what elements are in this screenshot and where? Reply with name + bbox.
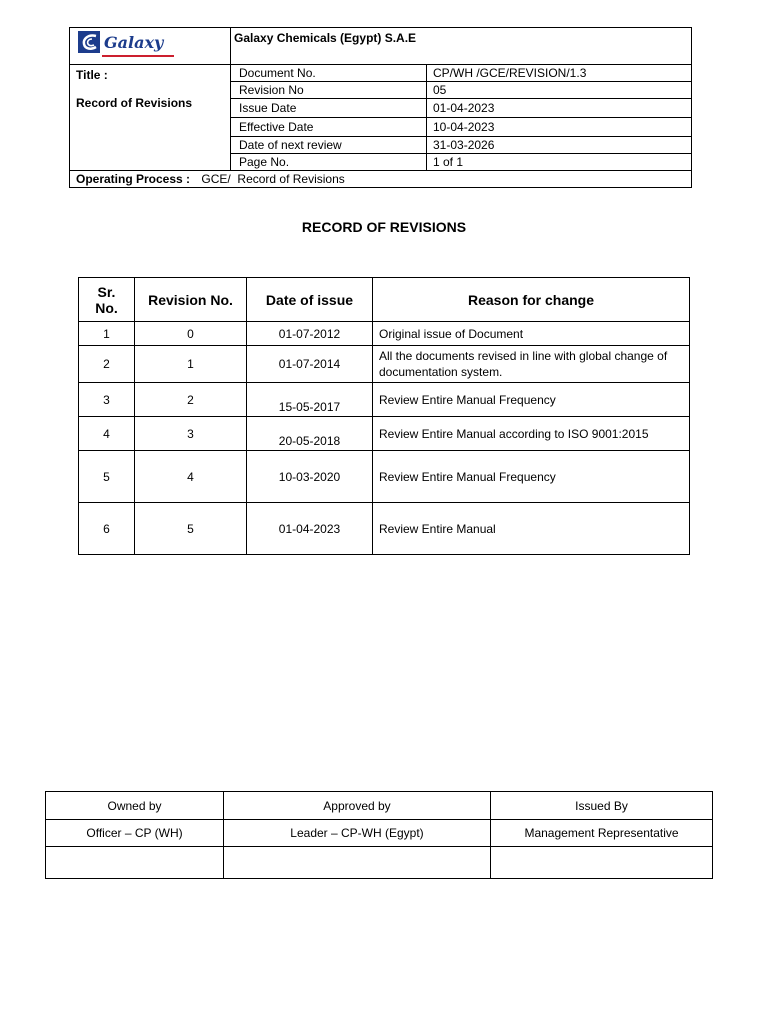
issued-by-header: Issued By bbox=[491, 792, 713, 820]
approvals-roles-row bbox=[46, 820, 713, 847]
field-label: Date of next review bbox=[231, 137, 427, 154]
field-value: 05 bbox=[427, 82, 692, 99]
approvals-header-row bbox=[46, 792, 713, 820]
approved-by-header: Approved by bbox=[224, 792, 491, 820]
cell-sr: 5 bbox=[79, 451, 135, 503]
owned-by-header: Owned by bbox=[46, 792, 224, 820]
logo-wordmark: Galaxy bbox=[104, 33, 164, 52]
table-row bbox=[79, 383, 690, 417]
cell-reason: All the documents revised in line with global change of documentation system. bbox=[373, 346, 690, 383]
field-label: Page No. bbox=[231, 154, 427, 171]
title-value: Record of Revisions bbox=[76, 96, 193, 110]
column-header-date: Date of issue bbox=[247, 278, 373, 322]
column-header-revision: Revision No. bbox=[135, 278, 247, 322]
field-value: 01-04-2023 bbox=[427, 99, 692, 118]
field-value: 10-04-2023 bbox=[427, 118, 692, 137]
operating-process-label: Operating Process : bbox=[76, 172, 191, 186]
cell-date: 01-04-2023 bbox=[247, 503, 373, 555]
column-header-sr: Sr. No. bbox=[79, 278, 135, 322]
logo-cell bbox=[70, 28, 231, 65]
company-name: Galaxy Chemicals (Egypt) S.A.E bbox=[231, 28, 692, 65]
cell-sr: 6 bbox=[79, 503, 135, 555]
field-label: Revision No bbox=[231, 82, 427, 99]
owner-signature-cell bbox=[46, 847, 224, 879]
cell-sr: 3 bbox=[79, 383, 135, 417]
revisions-header-row bbox=[79, 278, 690, 322]
cell-date: 15-05-2017 bbox=[247, 383, 373, 417]
approvals-signature-row bbox=[46, 847, 713, 879]
title-cell bbox=[70, 65, 231, 171]
galaxy-logo bbox=[78, 29, 176, 59]
table-row bbox=[79, 503, 690, 555]
table-row bbox=[79, 322, 690, 346]
cell-revision: 2 bbox=[135, 383, 247, 417]
operating-process-value: GCE/ Record of Revisions bbox=[201, 172, 345, 186]
cell-date: 01-07-2014 bbox=[247, 346, 373, 383]
approvals-table bbox=[45, 791, 713, 879]
title-label: Title : bbox=[76, 68, 108, 82]
cell-sr: 1 bbox=[79, 322, 135, 346]
field-label: Document No. bbox=[231, 65, 427, 82]
cell-reason: Review Entire Manual Frequency bbox=[373, 451, 690, 503]
table-row bbox=[79, 451, 690, 503]
cell-reason: Review Entire Manual according to ISO 9001:2015 bbox=[373, 417, 690, 451]
cell-sr: 4 bbox=[79, 417, 135, 451]
approver-role: Leader – CP-WH (Egypt) bbox=[224, 820, 491, 847]
cell-revision: 0 bbox=[135, 322, 247, 346]
field-value: 1 of 1 bbox=[427, 154, 692, 171]
cell-revision: 1 bbox=[135, 346, 247, 383]
cell-revision: 5 bbox=[135, 503, 247, 555]
cell-sr: 2 bbox=[79, 346, 135, 383]
cell-date: 01-07-2012 bbox=[247, 322, 373, 346]
operating-process-row bbox=[70, 171, 692, 188]
field-label: Effective Date bbox=[231, 118, 427, 137]
document-header-table bbox=[69, 27, 692, 188]
cell-date: 10-03-2020 bbox=[247, 451, 373, 503]
cell-revision: 3 bbox=[135, 417, 247, 451]
table-row bbox=[79, 417, 690, 451]
owner-role: Officer – CP (WH) bbox=[46, 820, 224, 847]
cell-reason: Review Entire Manual bbox=[373, 503, 690, 555]
field-label: Issue Date bbox=[231, 99, 427, 118]
revisions-table bbox=[78, 277, 690, 555]
column-header-reason: Reason for change bbox=[373, 278, 690, 322]
cell-reason: Review Entire Manual Frequency bbox=[373, 383, 690, 417]
issuer-signature-cell bbox=[491, 847, 713, 879]
cell-reason: Original issue of Document bbox=[373, 322, 690, 346]
issuer-role: Management Representative bbox=[491, 820, 713, 847]
table-row bbox=[79, 346, 690, 383]
approver-signature-cell bbox=[224, 847, 491, 879]
cell-date: 20-05-2018 bbox=[247, 417, 373, 451]
field-value: CP/WH /GCE/REVISION/1.3 bbox=[427, 65, 692, 82]
field-value: 31-03-2026 bbox=[427, 137, 692, 154]
page-title: RECORD OF REVISIONS bbox=[301, 219, 467, 235]
cell-revision: 4 bbox=[135, 451, 247, 503]
